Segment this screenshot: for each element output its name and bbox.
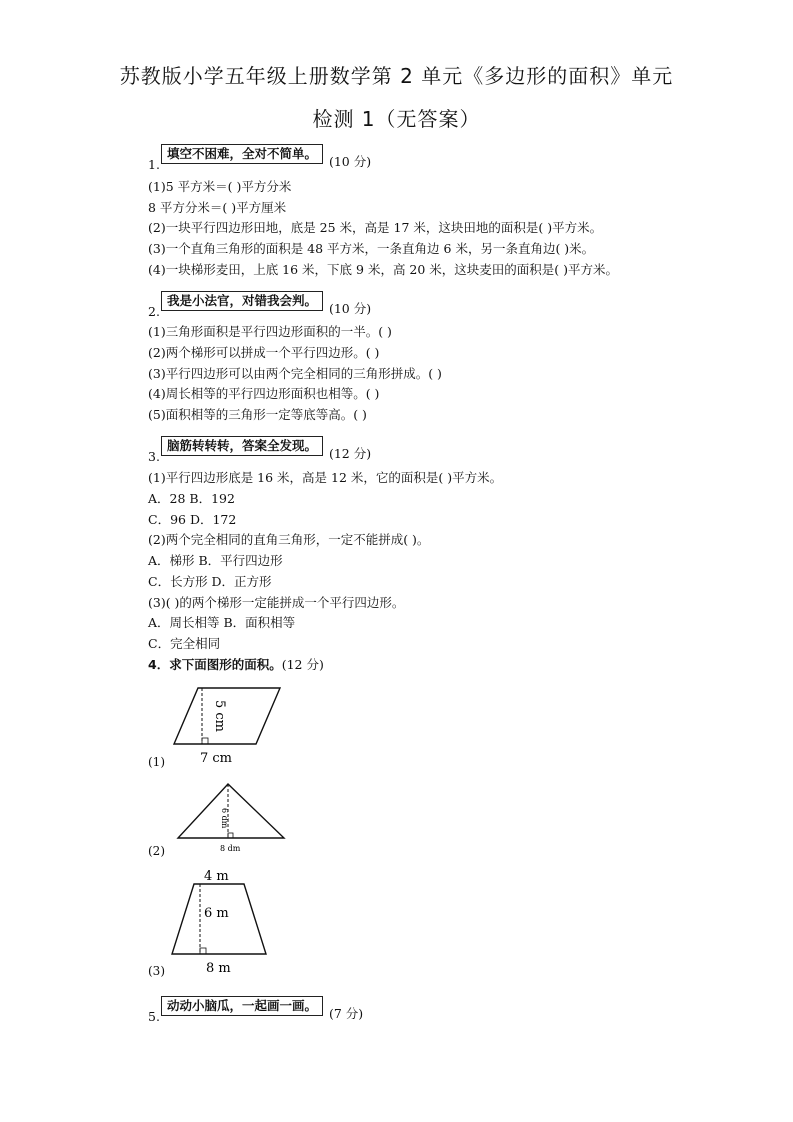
base-label: 8 m <box>206 961 231 976</box>
right-angle-mark <box>202 738 208 744</box>
parallelogram-figure <box>170 684 290 768</box>
triangle-figure <box>174 780 290 856</box>
section-number: 1. <box>148 157 160 172</box>
section-1-header <box>148 146 372 172</box>
section-points: (10 分) <box>328 154 372 169</box>
figure-label: (3) <box>148 964 165 978</box>
question-line: (4)周长相等的平行四边形面积也相等。( ) <box>148 386 380 401</box>
height-label: 5 cm <box>212 700 227 733</box>
section-3-header <box>148 438 372 464</box>
figure-label: (2) <box>148 844 165 858</box>
question-line: (1)平行四边形底是 16 米，高是 12 米，它的面积是( )平方米。 <box>148 470 503 485</box>
top-label: 4 m <box>204 869 229 884</box>
right-angle-mark <box>200 948 206 954</box>
option-line: C．完全相同 <box>148 636 221 651</box>
section-5-header <box>148 998 364 1024</box>
section-points: (10 分) <box>328 301 372 316</box>
section-heading-box: 填空不困难，全对不简单。 <box>161 144 323 164</box>
section-4-header <box>148 657 324 673</box>
question-line: (5)面积相等的三角形一定等底等高。( ) <box>148 407 367 422</box>
question-line: (1)三角形面积是平行四边形面积的一半。( ) <box>148 324 392 339</box>
right-angle-mark <box>228 833 233 838</box>
question-line: (1)5 平方米＝( )平方分米 <box>148 179 292 194</box>
option-line: C．96 D．172 <box>148 512 237 527</box>
figure-label: (1) <box>148 755 165 769</box>
triangle-shape <box>178 784 284 838</box>
section-heading-box: 脑筋转转转，答案全发现。 <box>161 436 323 456</box>
option-line: A．梯形 B．平行四边形 <box>148 553 283 568</box>
question-line: 8 平方分米＝( )平方厘米 <box>148 200 287 215</box>
option-line: A．周长相等 B．面积相等 <box>148 615 296 630</box>
height-label: 6 m <box>204 906 229 921</box>
question-line: (3)一个直角三角形的面积是 48 平方米，一条直角边 6 米，另一条直角边( )米。 <box>148 241 595 256</box>
section-heading: 4．求下面图形的面积。 <box>148 657 282 672</box>
option-line: C．长方形 D．正方形 <box>148 574 272 589</box>
section-points: (7 分) <box>328 1006 364 1021</box>
question-line: (3)平行四边形可以由两个完全相同的三角形拼成。( ) <box>148 366 442 381</box>
section-heading-box: 动动小脑瓜，一起画一画。 <box>161 996 323 1016</box>
question-line: (2)两个梯形可以拼成一个平行四边形。( ) <box>148 345 380 360</box>
section-2-header <box>148 293 372 319</box>
section-heading-box: 我是小法官，对错我会判。 <box>161 291 323 311</box>
option-line: A．28 B．192 <box>148 491 235 506</box>
base-label: 8 dm <box>220 844 241 853</box>
section-points: (12 分) <box>328 446 372 461</box>
title-line-1: 苏教版小学五年级上册数学第 2 单元《多边形的面积》单元 <box>119 64 674 88</box>
title-line-2: 检测 1（无答案） <box>312 107 481 131</box>
section-number: 3. <box>148 449 160 464</box>
height-label: 6 dm <box>220 808 229 829</box>
question-line: (4)一块梯形麦田，上底 16 米，下底 9 米，高 20 米，这块麦田的面积是( )平方米。 <box>148 262 619 277</box>
section-number: 2. <box>148 304 160 319</box>
section-points: (12 分) <box>281 657 324 672</box>
section-number: 5. <box>148 1009 160 1024</box>
question-line: (3)( )的两个梯形一定能拼成一个平行四边形。 <box>148 595 405 610</box>
base-label: 7 cm <box>200 751 233 766</box>
question-line: (2)一块平行四边形田地，底是 25 米，高是 17 米，这块田地的面积是( )平方米。 <box>148 220 603 235</box>
question-line: (2)两个完全相同的直角三角形，一定不能拼成( )。 <box>148 532 430 547</box>
trapezoid-figure <box>168 864 274 978</box>
